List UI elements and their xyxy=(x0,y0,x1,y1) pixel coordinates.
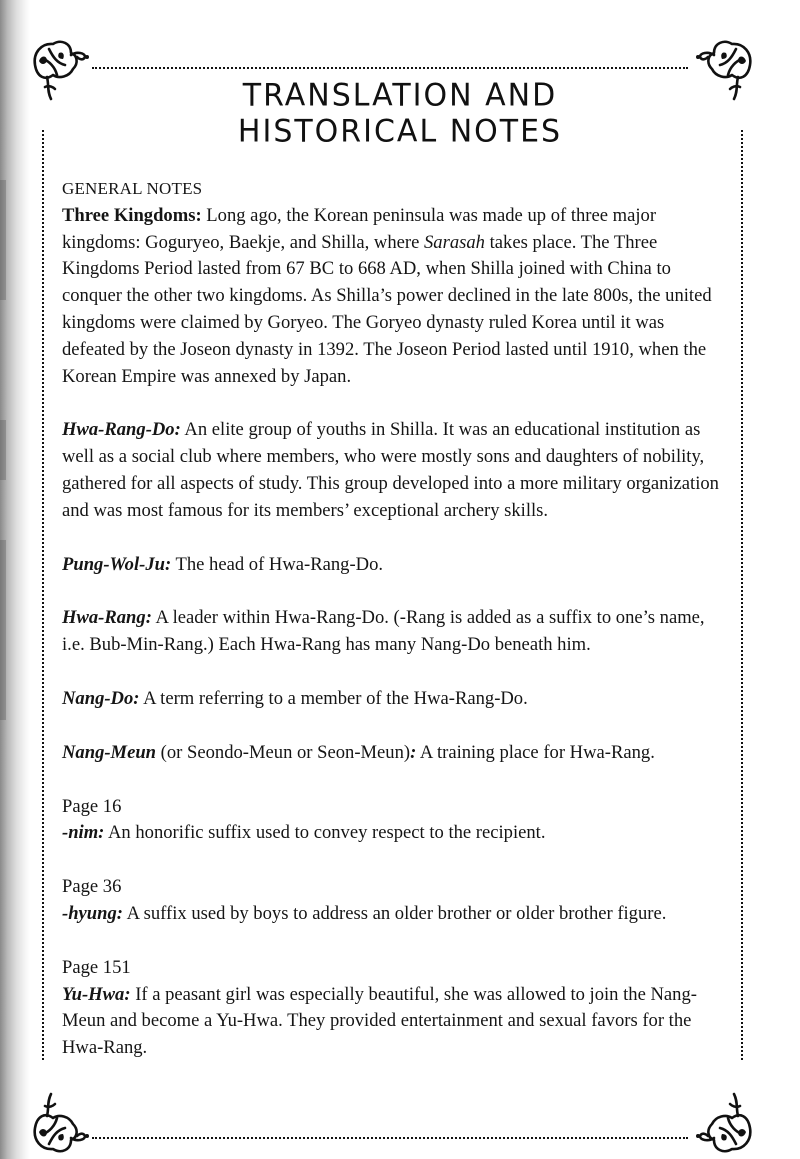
floral-corner-icon xyxy=(690,1078,760,1158)
note-term: Hwa-Rang-Do: xyxy=(62,419,181,441)
note-hyung xyxy=(62,901,722,928)
page-title xyxy=(0,78,800,149)
note-term: Pung-Wol-Ju: xyxy=(62,553,172,575)
frame-border-right xyxy=(741,130,743,1060)
note-text: Long ago, the Korean peninsula was made up of three major kingdoms: Goguryeo, Baekje, and Shilla, where xyxy=(62,204,657,253)
note-text: takes place. The Three Kingdoms Period lasted from 67 BC to 668 AD, when Shilla joined with China to conquer the other two kingdoms. As Shilla’s power declined in the late 800s, the united kingdoms were claimed by Goryeo. The Goryeo dynasty ruled Korea until it was defeated by the Joseon dynasty in 1392. The Joseon Period lasted until 1910, when the Korean Empire was annexed by Japan. xyxy=(62,231,712,387)
note-yu-hwa xyxy=(62,982,722,1062)
note-term: Nang-Meun xyxy=(62,741,157,763)
note-hwa-rang xyxy=(62,605,722,659)
frame-border-bottom xyxy=(92,1137,688,1139)
note-term: -nim: xyxy=(62,822,105,844)
note-text: A training place for Hwa-Rang. xyxy=(416,741,655,763)
note-term: -hyung: xyxy=(62,902,123,924)
note-text: A suffix used by boys to address an older brother or older brother figure. xyxy=(122,902,667,924)
note-title-italic: Sarasah xyxy=(424,231,485,253)
note-hwa-rang-do xyxy=(62,417,722,524)
section-label-general-notes: GENERAL NOTES xyxy=(62,179,203,198)
notes-content xyxy=(62,176,722,1062)
floral-corner-icon xyxy=(25,1078,95,1158)
note-text: An honorific suffix used to convey respect to the recipient. xyxy=(104,822,546,844)
note-nang-meun xyxy=(62,740,722,767)
note-colon: : xyxy=(410,741,417,763)
page-label: Page 151 xyxy=(62,956,131,978)
note-pung-wol-ju xyxy=(62,552,722,579)
gutter-streak xyxy=(0,420,6,480)
note-nim xyxy=(62,820,722,847)
note-three-kingdoms xyxy=(62,203,722,391)
note-text: A leader within Hwa-Rang-Do. (-Rang is added as a suffix to one’s name, i.e. Bub-Min-Rang.) Each Hwa-Rang has many Nang-Do beneath him. xyxy=(62,607,705,656)
note-term: Hwa-Rang: xyxy=(62,607,152,629)
note-term: Three Kingdoms: xyxy=(62,204,202,226)
frame-border-left xyxy=(42,130,44,1060)
page-label: Page 16 xyxy=(62,795,122,817)
gutter-streak xyxy=(0,180,6,300)
note-aside: (or Seondo-Meun or Seon-Meun) xyxy=(156,741,411,763)
note-term: Yu-Hwa: xyxy=(62,983,131,1005)
note-text: The head of Hwa-Rang-Do. xyxy=(171,553,384,575)
note-nang-do xyxy=(62,686,722,713)
gutter-streak xyxy=(0,540,6,720)
note-text: An elite group of youths in Shilla. It was an educational institution as well as a social club where members, who were mostly sons and daughters of nobility, gathered for all aspects of study. This group developed into a more military organization and was most famous for its members’ exceptional archery skills. xyxy=(62,419,719,521)
note-text: If a peasant girl was especially beautiful, she was allowed to join the Nang-Meun and become a Yu-Hwa. They provided entertainment and sexual favors for the Hwa-Rang. xyxy=(62,983,697,1059)
page-title-line-1: TRANSLATION AND xyxy=(242,77,558,114)
note-text: A term referring to a member of the Hwa-Rang-Do. xyxy=(139,687,528,709)
page-label: Page 36 xyxy=(62,876,122,898)
note-term: Nang-Do: xyxy=(62,687,140,709)
page-title-line-2: HISTORICAL NOTES xyxy=(237,112,563,150)
frame-border-top xyxy=(92,67,688,69)
